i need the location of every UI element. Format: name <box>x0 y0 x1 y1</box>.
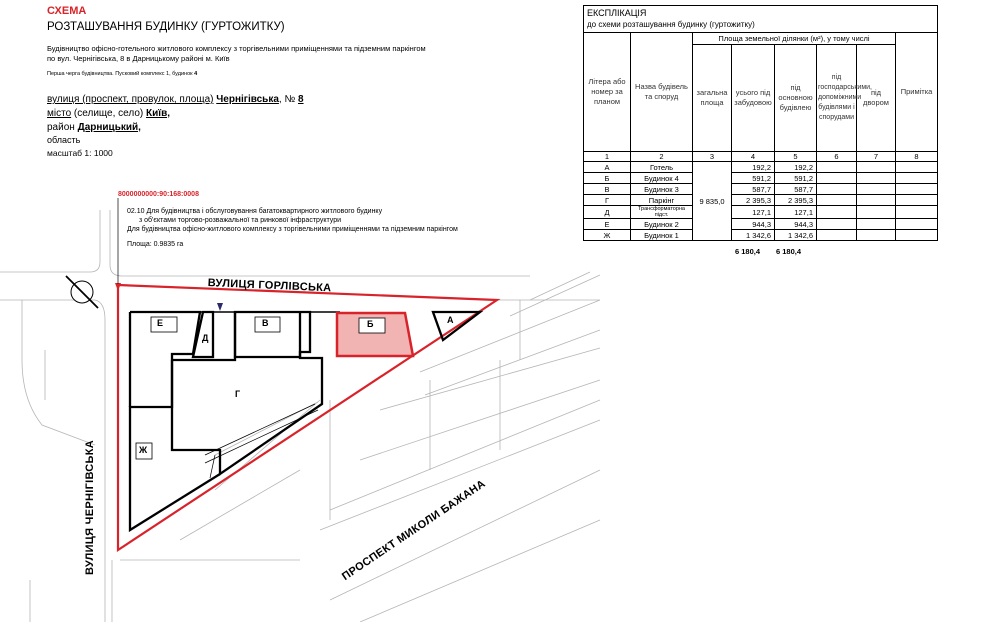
explication-header-row1 <box>584 33 938 45</box>
row-built: 127,1 <box>732 206 775 219</box>
row-yard <box>857 162 896 173</box>
header-yard: під двором <box>857 45 896 152</box>
building-label-v: В <box>262 318 269 328</box>
city-label-pre: місто <box>47 108 72 119</box>
building-label-zh: Ж <box>139 445 148 455</box>
row-name: Будинок 3 <box>631 184 693 195</box>
total-area-cell: 9 835,0 <box>693 162 732 241</box>
parking-ramp-lines <box>205 404 318 478</box>
header-under-building: під основною будівлею <box>775 45 817 152</box>
col-num: 2 <box>631 152 693 162</box>
district-label: район <box>47 122 75 133</box>
row-name: Будинок 4 <box>631 173 693 184</box>
row-aux <box>817 206 857 219</box>
building-label-d: Д <box>202 333 209 343</box>
row-main: 591,2 <box>775 173 817 184</box>
house-value: 8 <box>297 94 304 105</box>
north-arrow-icon <box>66 276 98 308</box>
col-num: 1 <box>584 152 631 162</box>
queue-note-text: Перша черга будівництва. Пусковий комплекс 1, будинок <box>47 71 193 77</box>
row-letter: Е <box>584 219 631 230</box>
table-row <box>584 195 938 206</box>
row-built: 587,7 <box>732 184 775 195</box>
row-aux <box>817 184 857 195</box>
parcel-purpose-line1: 02.10 Для будівництва і обслуговування багатоквартирного житлового будинку <box>127 208 383 215</box>
queue-note-number: 4 <box>194 71 198 77</box>
city-value: Київ, <box>146 108 170 119</box>
row-letter: Д <box>584 206 631 219</box>
row-aux <box>817 162 857 173</box>
row-name: Трансформаторна підст. <box>631 206 693 219</box>
row-built: 944,3 <box>732 219 775 230</box>
building-label-a: А <box>447 315 454 325</box>
row-built: 192,2 <box>732 162 775 173</box>
row-note <box>896 184 938 195</box>
header-name: Назва будівель та споруд <box>631 33 693 152</box>
row-yard <box>857 230 896 241</box>
row-yard <box>857 206 896 219</box>
header-note: Примітка <box>896 33 938 152</box>
building-label-b: Б <box>367 319 374 329</box>
table-row <box>584 162 938 173</box>
explication-title: ЕКСПЛІКАЦІЯ <box>587 8 647 18</box>
row-letter: В <box>584 184 631 195</box>
header-total: загальна площа <box>693 45 732 152</box>
row-letter: Г <box>584 195 631 206</box>
row-built: 591,2 <box>732 173 775 184</box>
row-aux <box>817 219 857 230</box>
row-note <box>896 162 938 173</box>
scheme-subtitle: РОЗТАШУВАННЯ БУДИНКУ (ГУРТОЖИТКУ) <box>47 21 285 33</box>
table-row <box>584 173 938 184</box>
row-note <box>896 195 938 206</box>
totals-main: 6 180,4 <box>776 247 802 256</box>
table-row <box>584 230 938 241</box>
cadastral-number: 8000000000:90:168:0008 <box>118 191 199 198</box>
entrance-marker-icon <box>217 303 223 311</box>
project-description-line2: по вул. Чернігівська, 8 в Дарницькому районі м. Київ <box>47 54 230 63</box>
row-yard <box>857 184 896 195</box>
row-name: Готель <box>631 162 693 173</box>
street-value: Чернігівська <box>216 94 279 105</box>
row-letter: Б <box>584 173 631 184</box>
building-label-h: Г <box>235 389 241 399</box>
header-area-group: Площа земельної ділянки (м²), у тому числі <box>693 33 896 45</box>
explication-caption <box>584 6 938 33</box>
building-zh-outline <box>130 312 220 530</box>
row-main: 127,1 <box>775 206 817 219</box>
row-built: 2 395,3 <box>732 195 775 206</box>
row-main: 944,3 <box>775 219 817 230</box>
parcel-purpose-line2: з об'єктами торгово-розважальної та ринкової інфраструктури <box>139 217 341 224</box>
row-note <box>896 230 938 241</box>
project-description-line1: Будівництво офісно-готельного житлового комплексу з торгівельними приміщеннями та підземним паркінгом <box>47 44 426 53</box>
explication-subtitle: до схеми розташування будинку (гуртожитку) <box>587 20 755 29</box>
street-label: вулиця (проспект, провулок, площа) <box>47 94 214 105</box>
row-main: 2 395,3 <box>775 195 817 206</box>
row-main: 1 342,6 <box>775 230 817 241</box>
scheme-title: СХЕМА <box>47 5 87 17</box>
row-letter: А <box>584 162 631 173</box>
row-main: 192,2 <box>775 162 817 173</box>
row-yard <box>857 173 896 184</box>
building-label-e: Е <box>157 318 164 328</box>
explication-table <box>583 5 938 241</box>
row-main: 587,7 <box>775 184 817 195</box>
header-under-aux: під господарськими, допоміжними будівлями і спорудами <box>817 45 857 152</box>
totals-built: 6 180,4 <box>735 247 761 256</box>
table-row <box>584 184 938 195</box>
header-built-all: усього під забудовою <box>732 45 775 152</box>
district-value: Дарницький, <box>77 122 141 133</box>
row-aux <box>817 230 857 241</box>
region-label: область <box>47 135 81 145</box>
row-letter: Ж <box>584 230 631 241</box>
house-label: , № <box>278 94 296 105</box>
street-label-horlivska: ВУЛИЦЯ ГОРЛІВСЬКА <box>207 277 332 295</box>
col-num: 4 <box>732 152 775 162</box>
row-note <box>896 173 938 184</box>
col-num: 3 <box>693 152 732 162</box>
row-name: Будинок 2 <box>631 219 693 230</box>
col-num: 6 <box>817 152 857 162</box>
table-row <box>584 219 938 230</box>
col-num: 7 <box>857 152 896 162</box>
explication-caption-row <box>584 6 938 33</box>
table-row <box>584 206 938 219</box>
row-built: 1 342,6 <box>732 230 775 241</box>
scale-label: масштаб 1: 1000 <box>47 148 113 158</box>
explication-column-numbers <box>584 152 938 162</box>
city-label: (селище, село) <box>73 108 144 119</box>
parcel-purpose-line3: Для будівництва офісно-житлового комплексу з торгівельними приміщеннями та підземним паркінгом <box>127 226 458 233</box>
row-yard <box>857 195 896 206</box>
row-aux <box>817 173 857 184</box>
col-num: 8 <box>896 152 938 162</box>
col-num: 5 <box>775 152 817 162</box>
row-aux <box>817 195 857 206</box>
parcel-area: Площа: 0.9835 га <box>127 241 184 248</box>
header-letter: Літера або номер за планом <box>584 33 631 152</box>
row-yard <box>857 219 896 230</box>
street-label-bazhana: ПРОСПЕКТ МИКОЛИ БАЖАНА <box>340 477 488 583</box>
row-name: Будинок 1 <box>631 230 693 241</box>
row-note <box>896 219 938 230</box>
street-label-chernihivska: ВУЛИЦЯ ЧЕРНІГІВСЬКА <box>84 440 96 575</box>
row-name: Паркінг <box>631 195 693 206</box>
row-note <box>896 206 938 219</box>
